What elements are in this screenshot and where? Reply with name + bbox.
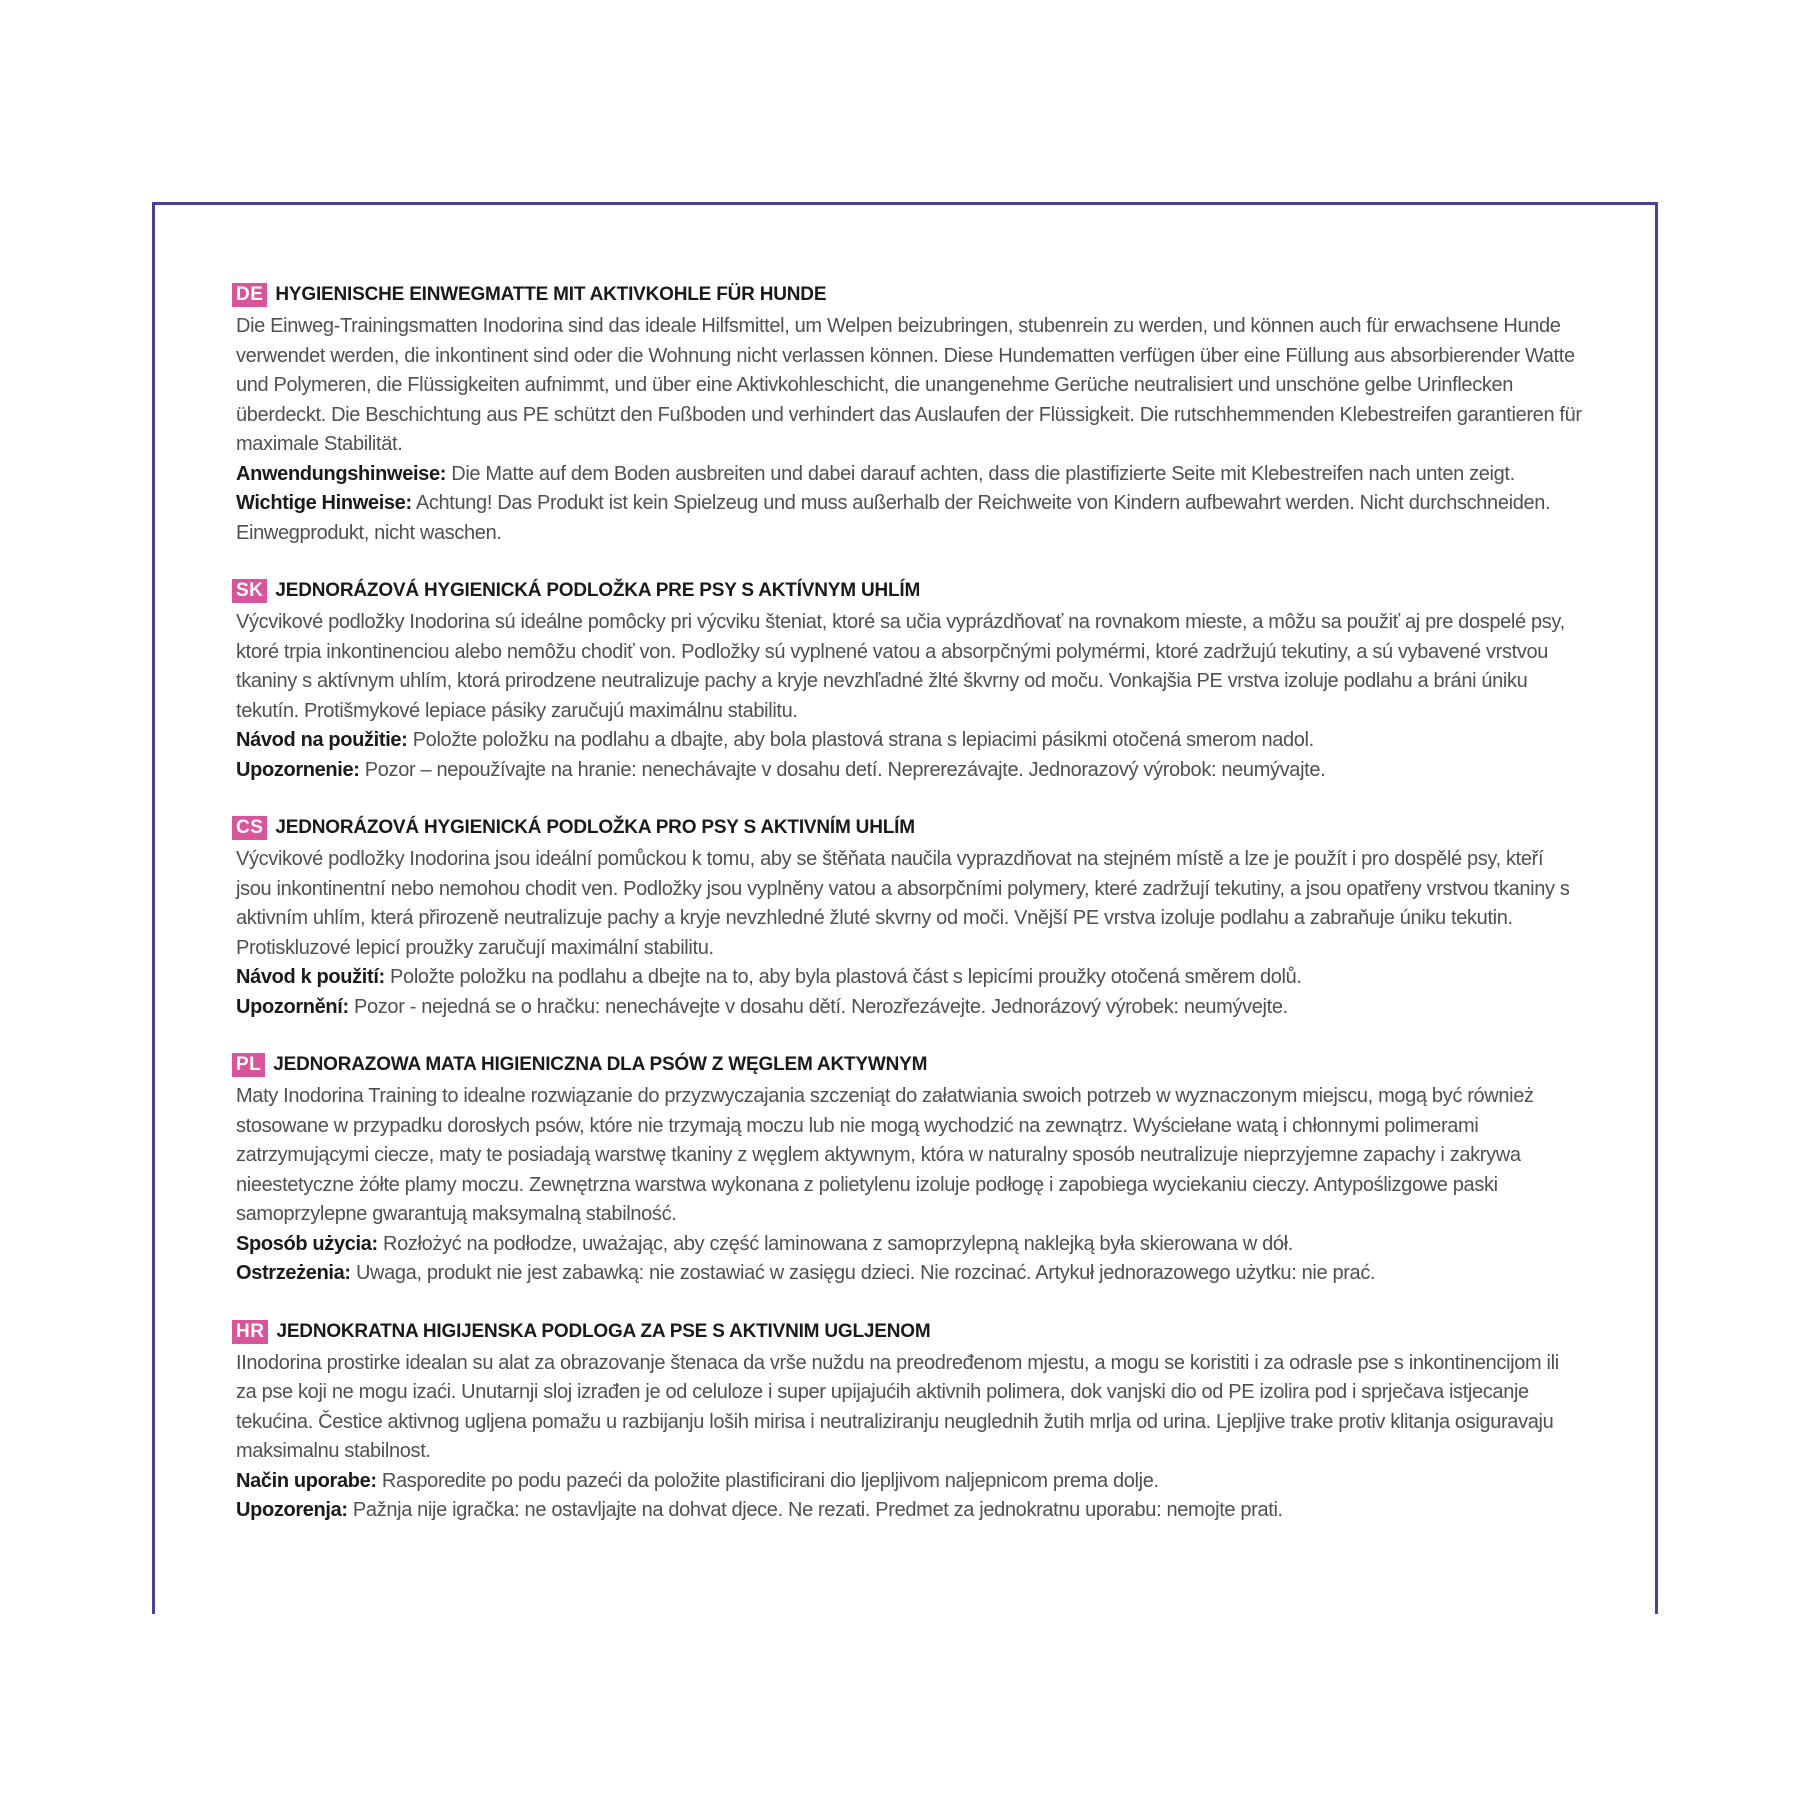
section-de: [232, 280, 1582, 548]
document-content: [232, 280, 1582, 1554]
usage-label: Način uporabe:: [236, 1469, 377, 1492]
section-title: JEDNORÁZOVÁ HYGIENICKÁ PODLOŽKA PRE PSY S AKTÍVNYM UHLÍM: [275, 580, 921, 601]
warning-label: Upozorenja:: [236, 1499, 348, 1521]
usage-text: Položte položku na podlahu a dbejte na to, aby byla plastová část s lepicími proužky otočená směrem dolů.: [384, 966, 1302, 988]
language-badge-sk: SK: [232, 579, 267, 603]
section-heading: [232, 813, 1582, 843]
section-title: HYGIENISCHE EINWEGMATTE MIT AKTIVKOHLE FÜR HUNDE: [275, 284, 827, 305]
section-title: JEDNORÁZOVÁ HYGIENICKÁ PODLOŽKA PRO PSY S AKTIVNÍM UHLÍM: [275, 817, 915, 838]
section-body: Die Einweg-Trainingsmatten Inodorina sind das ideale Hilfsmittel, um Welpen beizubringen, stubenrein zu werden, und können auch für erwachsene Hunde verwendet werden, die inkontinent sind oder die Wohnung nicht verlassen können. Diese Hundematten verfügen über eine Füllung aus absorbierender Watte und Polymeren, die Flüssigkeiten aufnimmt, und über eine Aktivkohleschicht, die unangenehme Gerüche neutralisiert und unschöne gelbe Urinflecken überdeckt. Die Beschichtung aus PE schützt den Fußboden und verhindert das Auslaufen der Flüssigkeit. Die rutschhemmenden Klebestreifen garantieren für maximale Stabilität.: [236, 315, 1582, 455]
usage-line: [232, 460, 1582, 490]
usage-text: Rozłożyć na podłodze, uważając, aby część laminowana z samoprzylepną naklejką była skierowana w dół.: [377, 1232, 1293, 1255]
language-badge-hr: HR: [232, 1320, 268, 1344]
usage-label: Návod k použití:: [236, 966, 385, 988]
warning-line: [232, 1259, 1582, 1289]
warning-line: [232, 993, 1582, 1023]
section-title: JEDNOKRATNA HIGIJENSKA PODLOGA ZA PSE S AKTIVNIM UGLJENOM: [276, 1320, 931, 1342]
warning-label: Ostrzeżenia:: [236, 1262, 351, 1284]
warning-line: [232, 1496, 1582, 1526]
usage-line: [232, 963, 1582, 993]
warning-text: Pozor - nejedná se o hračku: nenechávejte v dosahu dětí. Nerozřezávejte. Jednorázový výrobek: neumývejte.: [348, 995, 1288, 1018]
section-body: Maty Inodorina Training to idealne rozwiązanie do przyzwyczajania szczeniąt do załatwiania swoich potrzeb w wyznaczonym miejscu, mogą być również stosowane w przypadku dorosłych psów, które nie trzymają moczu lub nie mogą wychodzić na zewnątrz. Wyściełane watą i chłonnymi polimerami zatrzymującymi ciecze, maty te posiadają warstwę tkaniny z węglem aktywnym, która w naturalny sposób neutralizuje nieprzyjemne zapachy i zakrywa nieestetyczne żółte plamy moczu. Zewnętrzna warstwa wykonana z polietylenu izoluje podłogę i zapobiega wyciekaniu cieczy. Antypoślizgowe paski samoprzylepne gwarantują maksymalną stabilność.: [236, 1085, 1534, 1225]
section-sk: [232, 576, 1582, 785]
warning-text: Achtung! Das Produkt ist kein Spielzeug und muss außerhalb der Reichweite von Kindern aufbewahrt werden. Nicht durchschneiden. Einwegprodukt, nicht waschen.: [236, 492, 1551, 544]
section-heading: [232, 1050, 1582, 1080]
usage-text: Die Matte auf dem Boden ausbreiten und dabei darauf achten, dass die plastifizierte Seite mit Klebestreifen nach unten zeigt.: [446, 462, 1515, 485]
warning-label: Upozornění:: [236, 995, 349, 1018]
warning-label: Wichtige Hinweise:: [236, 492, 412, 514]
warning-text: Pozor – nepoužívajte na hranie: nenechávajte v dosahu detí. Neprerezávajte. Jednorazový výrobok: neumývajte.: [359, 758, 1326, 781]
usage-label: Anwendungshinweise:: [236, 462, 447, 485]
usage-text: Rasporedite po podu pazeći da položite plastificirani dio ljepljivom naljepnicom prema dolje.: [376, 1469, 1159, 1492]
usage-label: Návod na použitie:: [236, 729, 408, 751]
section-heading: [232, 1317, 1582, 1347]
section-heading: [232, 576, 1582, 606]
usage-line: [232, 726, 1582, 756]
warning-line: [232, 756, 1582, 786]
warning-label: Upozornenie:: [236, 758, 360, 781]
usage-line: [232, 1467, 1582, 1497]
section-pl: [232, 1050, 1582, 1289]
section-heading: [232, 280, 1582, 310]
language-badge-cs: CS: [232, 816, 267, 840]
warning-text: Pažnja nije igračka: ne ostavljajte na dohvat djece. Ne rezati. Predmet za jednokratnu uporabu: nemojte prati.: [347, 1499, 1283, 1521]
section-hr: [232, 1317, 1582, 1526]
usage-label: Sposób użycia:: [236, 1232, 378, 1255]
warning-line: [232, 489, 1582, 548]
usage-text: Položte položku na podlahu a dbajte, aby bola plastová strana s lepiacimi pásikmi otočená smerom nadol.: [407, 729, 1314, 751]
usage-line: [232, 1230, 1582, 1260]
section-body: Výcvikové podložky Inodorina jsou ideální pomůckou k tomu, aby se štěňata naučila vyprazdňovat na stejném místě a lze je použít i pro dospělé psy, kteří jsou inkontinentní nebo nemohou chodit ven. Podložky jsou vyplněny vatou a absorpčními polymery, které zadržují tekutiny, a jsou opatřeny vrstvou tkaniny s aktivním uhlím, která přirozeně neutralizuje pachy a kryje nevzhledné žluté skvrny od moči. Vnější PE vrstva izoluje podlahu a zabraňuje úniku tekutin. Protiskluzové lepicí proužky zaručují maximální stabilitu.: [236, 848, 1570, 959]
section-body: Výcvikové podložky Inodorina sú ideálne pomôcky pri výcviku šteniat, ktoré sa učia vyprázdňovať na rovnakom mieste, a môžu sa použiť aj pre dospelé psy, ktoré trpia inkontinenciou alebo nemôžu chodiť von. Podložky sú vyplnené vatou a absorpčnými polymérmi, ktoré zadržujú tekutiny, a sú vybavené vrstvou tkaniny s aktívnym uhlím, ktorá prirodzene neutralizuje pachy a kryje nevzhľadné žlté škvrny od moču. Vonkajšia PE vrstva izoluje podlahu a bráni úniku tekutín. Protišmykové lepiace pásiky zaručujú maximálnu stabilitu.: [236, 611, 1565, 722]
section-cs: [232, 813, 1582, 1022]
section-body: IInodorina prostirke idealan su alat za obrazovanje štenaca da vrše nuždu na preodređenom mjestu, a mogu se koristiti i za odrasle pse s inkontinencijom ili za pse koji ne mogu izaći. Unutarnji sloj izrađen je od celuloze i super upijajućih aktivnih polimera, dok vanjski dio od PE izolira pod i sprječava istjecanje tekućina. Čestice aktivnog ugljena pomažu u razbijanju loših mirisa i neutraliziranju neuglednih žutih mrlja od urina. Ljepljive trake protiv klitanja osiguravaju maksimalnu stabilnost.: [236, 1351, 1559, 1462]
language-badge-pl: PL: [232, 1053, 265, 1077]
section-title: JEDNORAZOWA MATA HIGIENICZNA DLA PSÓW Z WĘGLEM AKTYWNYM: [273, 1054, 928, 1075]
language-badge-de: DE: [232, 283, 267, 307]
warning-text: Uwaga, produkt nie jest zabawką: nie zostawiać w zasięgu dzieci. Nie rozcinać. Artykuł jednorazowego użytku: nie prać.: [350, 1262, 1376, 1284]
